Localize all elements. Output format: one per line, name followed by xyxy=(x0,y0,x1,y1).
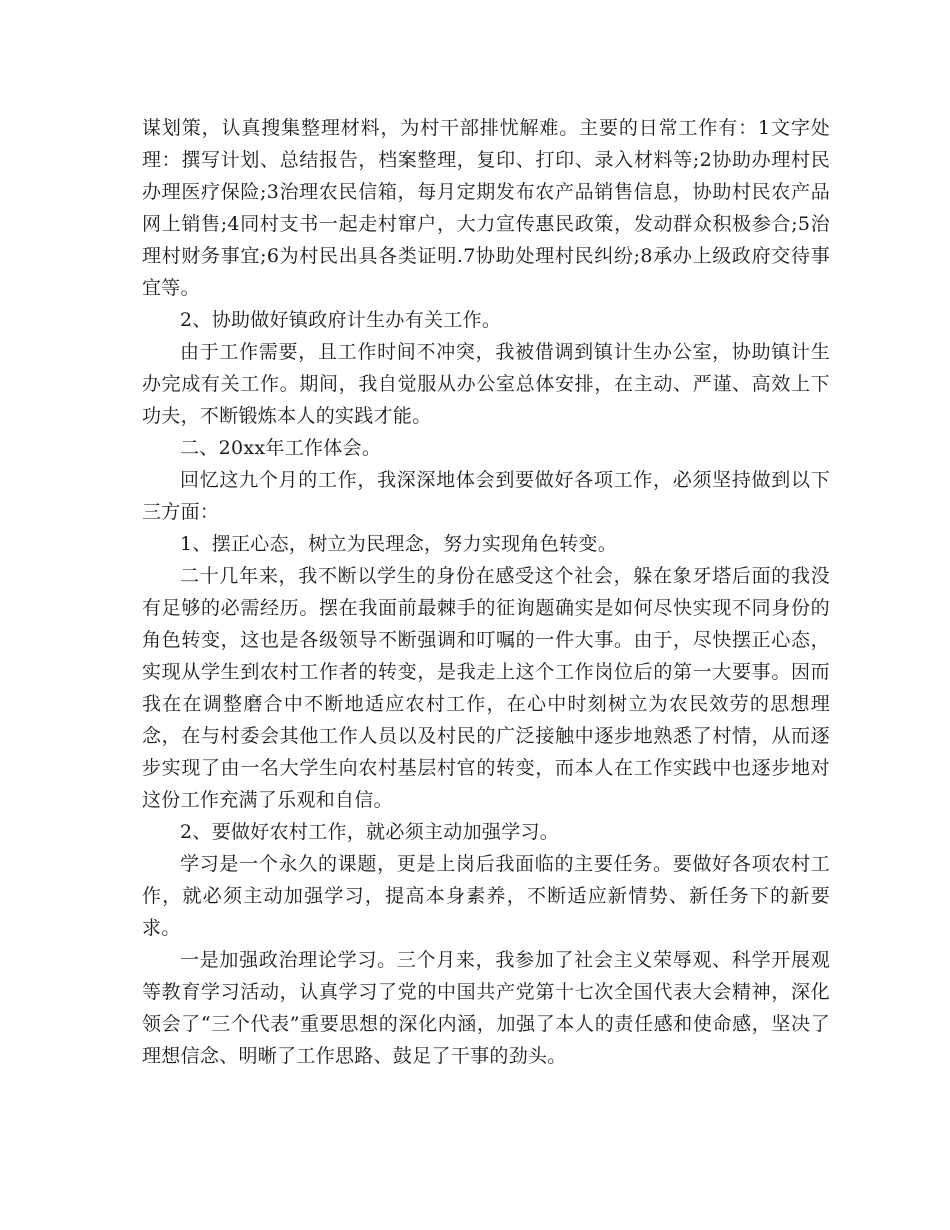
paragraph-6: 1、摆正心态，树立为民理念，努力实现角色转变。 xyxy=(180,533,617,555)
paragraph-8: 2、要做好农村工作，就必须主动加强学习。 xyxy=(180,821,560,843)
paragraph-7: 二十几年来，我不断以学生的身份在感受这个社会，躲在象牙塔后面的我没有足够的必需经历。摆在我面前最棘手的征询题确实是如何尽快实现不同身份的角色转变，这也是各级领导不断强调和叮嘱的一件大事。由于，尽快摆正心态，实现从学生到农村工作者的转变，是我走上这个工作岗位后的第一大要事。因而我在在调整磨合中不断地适应农村工作，在心中时刻树立为农民效劳的思想理念，在与村委会其他工作人员以及村民的广泛接触中逐步地熟悉了村情，从而逐步实现了由一名大学生向农村基层村官的转变，而本人在工作实践中也逐步地对这份工作充满了乐观和自信。 xyxy=(142,565,830,811)
paragraph-2: 2、协助做好镇政府计生办有关工作。 xyxy=(180,309,502,331)
paragraph-4: 二、20xx年工作体会。 xyxy=(180,437,382,459)
paragraph-5: 回忆这九个月的工作，我深深地体会到要做好各项工作，必须坚持做到以下三方面： xyxy=(142,469,830,523)
paragraph-3: 由于工作需要，且工作时间不冲突，我被借调到镇计生办公室，协助镇计生办完成有关工作。期间，我自觉服从办公室总体安排，在主动、严谨、高效上下功夫，不断锻炼本人的实践才能。 xyxy=(142,341,830,427)
paragraph-9: 学习是一个永久的课题，更是上岗后我面临的主要任务。要做好各项农村工作，就必须主动加强学习，提高本身素养，不断适应新情势、新任务下的新要求。 xyxy=(142,853,830,939)
paragraph-10: 一是加强政治理论学习。三个月来，我参加了社会主义荣辱观、科学开展观等教育学习活动，认真学习了党的中国共产党第十七次全国代表大会精神，深化领会了“三个代表”重要思想的深化内涵，加强了本人的责任感和使命感，坚决了理想信念、明晰了工作思路、鼓足了干事的劲头。 xyxy=(142,949,830,1067)
document-body xyxy=(142,112,830,1072)
paragraph-1: 谋划策，认真搜集整理材料，为村干部排忧解难。主要的日常工作有：1文字处理：撰写计划、总结报告，档案整理，复印、打印、录入材料等;2协助办理村民办理医疗保险;3治理农民信箱，每月定期发布农产品销售信息，协助村民农产品网上销售;4同村支书一起走村窜户，大力宣传惠民政策，发动群众积极参合;5治理村财务事宜;6为村民出具各类证明.7协助处理村民纠纷;8承办上级政府交待事宜等。 xyxy=(142,117,830,299)
